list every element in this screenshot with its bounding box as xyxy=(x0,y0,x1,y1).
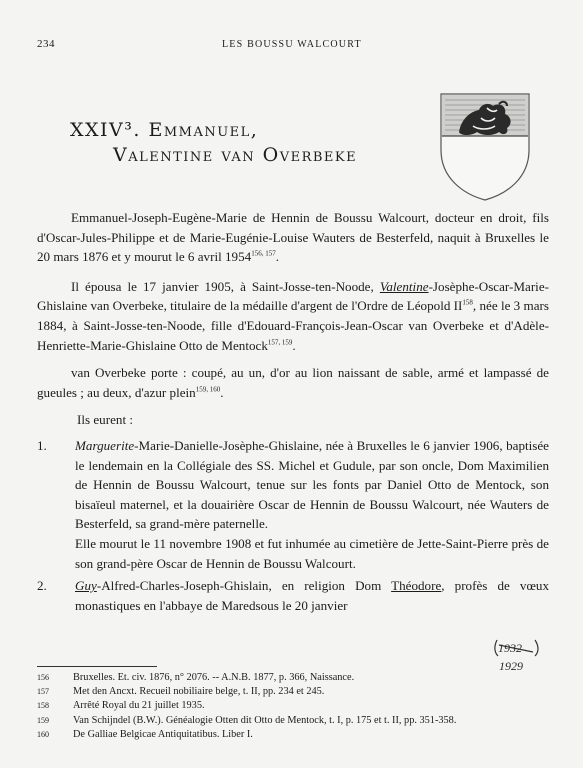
footnote-rule xyxy=(37,666,157,667)
child-name: Guy xyxy=(75,578,97,594)
handwritten-corrected-year: 1929 xyxy=(499,659,523,673)
paragraph-marriage: Il épousa le 17 janvier 1905, à Saint-Josse-ten-Noode, Valentine-Josèphe-Oscar-Marie-Ghislaine van Overbeke, titulaire de la médaille d'argent de l'Ordre de Léopold II$^{158}$, née le 3 mars 1884, à Saint-Josse-ten-Noode, fille d'Edouard-François-Jean-Oscar van Overbeke et d'Adèle-Henriette-Marie-Ghislaine Otto de Mentock$^{157, 159}$. xyxy=(37,278,549,353)
handwritten-struck-year: 1932 xyxy=(498,641,522,655)
list-number: 1. xyxy=(37,437,47,453)
footnote: 157 Met den Ancxt. Recueil nobiliaire belge, t. II, pp. 234 et 245. xyxy=(37,686,325,698)
child-1-death: Elle mourut le 11 novembre 1908 et fut inhumée au cimetière de Jette-Saint-Pierre près de son grand-père Oscar de Hennin de Boussu Walcourt. xyxy=(75,535,549,571)
footnote: 158 Arrêté Royal du 21 juillet 1935. xyxy=(37,700,205,712)
list-item-child-1: 1. Marguerite-Marie-Danielle-Josèphe-Ghislaine, née à Bruxelles le 6 janvier 1906, baptisée le lendemain en la Collégiale des SS. Michel et Gudule, par son oncle, Dom Maximilien de Hennin de Boussu Walcourt, tenue sur les fonts par Daniel Otto de Mentock, son bisaïeul maternel, et la douairière Oscar de Hennin de Boussu Walcourt, née Wauters de Besterfeld, sa grand-mère paternelle. Elle mourut le 11 novembre 1908 et fut inhumée au cimetière de Jette-Saint-Pierre près de son grand-père Oscar de Hennin de Boussu Walcourt. xyxy=(37,436,549,573)
religious-name: Théodore xyxy=(391,578,442,594)
list-number: 2. xyxy=(37,578,47,594)
footnote: 156 Bruxelles. Et. civ. 1876, n° 2076. -- A.N.B. 1877, p. 366, Naissance. xyxy=(37,672,355,683)
footnote: 160 De Galliae Belgicae Antiquitatibus. Liber I. xyxy=(37,728,253,740)
footnote: 159 Van Schijndel (B.W.). Généalogie Otten dit Otto de Mentock, t. I, p. 175 et t. II, pp. 351-358. xyxy=(37,714,457,726)
child-name: Marguerite xyxy=(75,437,135,453)
paragraph-biography: Emmanuel-Joseph-Eugène-Marie de Hennin de Boussu Walcourt, docteur en droit, fils d'Oscar-Jules-Philippe et de Marie-Eugénie-Louise Wauters de Besterfeld, naquit à Bruxelles le 20 mars 1876 et y mourut le 6 avril 1954$^{156, 157}$. xyxy=(37,210,549,265)
section-title-line-1: XXIV³. Emmanuel, xyxy=(70,119,259,141)
paragraph-arms: van Overbeke porte : coupé, au un, d'or au lion naissant de sable, armé et lampassé de gueules ; au deux, d'azur plein$^{159, 160}$. xyxy=(37,365,549,400)
coat-of-arms-shield-icon xyxy=(437,90,533,202)
list-item-child-2: 2. Guy-Alfred-Charles-Joseph-Ghislain, en religion Dom Théodore, profès de vœux monastiques en l'abbaye de Maredsous le 20 janvier xyxy=(37,578,549,613)
footnotes xyxy=(37,671,547,742)
section-title-line-2: Valentine van Overbeke xyxy=(113,144,358,166)
section-title xyxy=(70,118,357,168)
page-number: 234 xyxy=(37,38,55,50)
body-text xyxy=(37,208,549,615)
running-head: LES BOUSSU WALCOURT xyxy=(222,39,362,50)
children-intro: Ils eurent : xyxy=(77,412,133,428)
